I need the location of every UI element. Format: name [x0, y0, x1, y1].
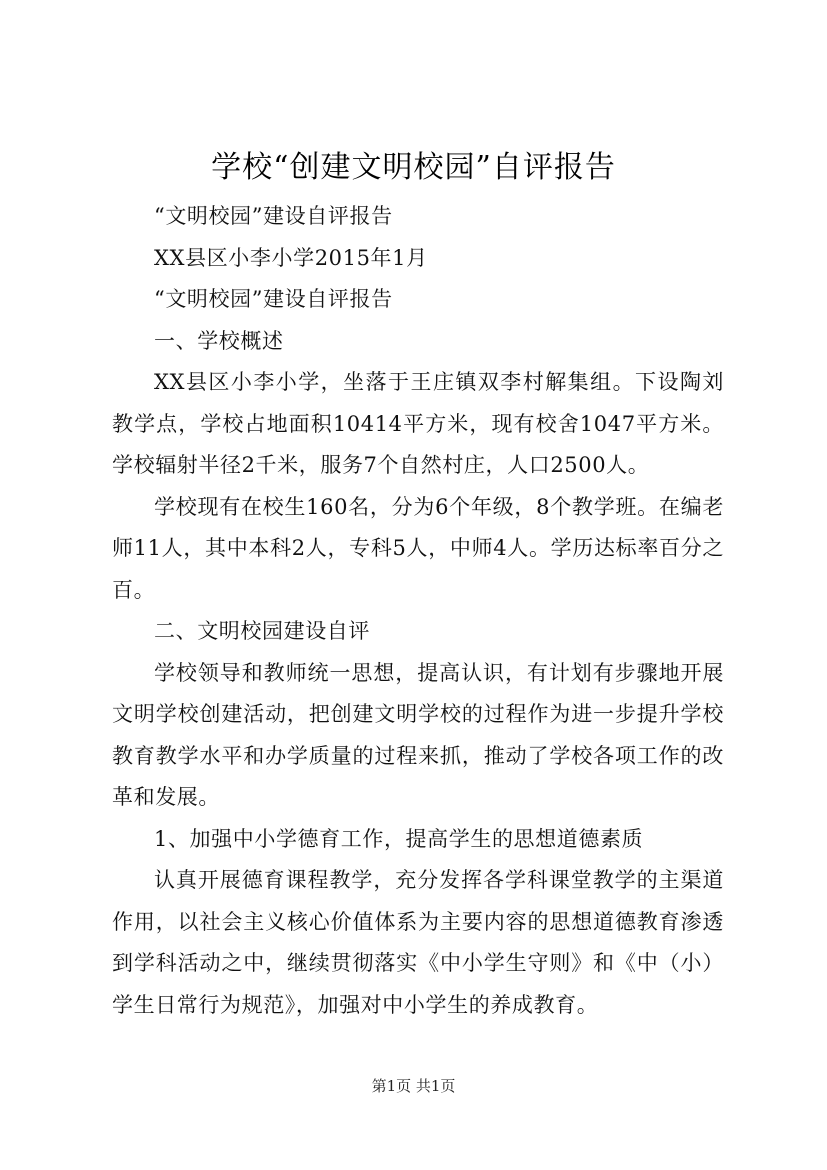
document-title: 学校“创建文明校园”自评报告 [211, 150, 616, 185]
paragraph-leadership: 学校领导和教师统一思想，提高认识，有计划有步骤地开展文明学校创建活动，把创建文明学校的过程作为进一步提升学校教育教学水平和办学质量的过程来抓，推动了学校各项工作的改革和发展。 [112, 660, 724, 809]
section-heading-overview: 一、学校概述 [154, 328, 284, 353]
paragraph-school-location: XX县区小李小学，坐落于王庄镇双李村解集组。下设陶刘教学点，学校占地面积10414平方米，现有校舍1047平方米。学校辐射半径2千米，服务7个自然村庄，人口2500人。 [112, 370, 724, 477]
paragraph-subtitle-2: “文明校园”建设自评报告 [154, 287, 393, 311]
subsection-heading-moral-education: 1、加强中小学德育工作，提高学生的思想道德素质 [154, 826, 644, 851]
paragraph-school-date: XX县区小李小学2015年1月 [154, 245, 428, 270]
paragraph-students-teachers: 学校现有在校生160名，分为6个年级，8个教学班。在编老师11人，其中本科2人，专科5人，中师4人。学历达标率百分之百。 [112, 494, 724, 602]
paragraph-subtitle-1: “文明校园”建设自评报告 [154, 204, 393, 228]
page-footer [0, 1076, 827, 1096]
paragraph-moral-education: 认真开展德育课程教学，充分发挥各学科课堂教学的主渠道作用，以社会主义核心价值体系为主要内容的思想道德教育渗透到学科活动之中，继续贯彻落实《中小学生守则》和《中（小）学生日常行为规范》，加强对中小学生的养成教育。 [112, 868, 724, 1017]
page-number-label: 第1页 共1页 [371, 1077, 456, 1095]
section-heading-self-evaluation: 二、文明校园建设自评 [154, 619, 370, 643]
document-body [112, 196, 724, 1026]
